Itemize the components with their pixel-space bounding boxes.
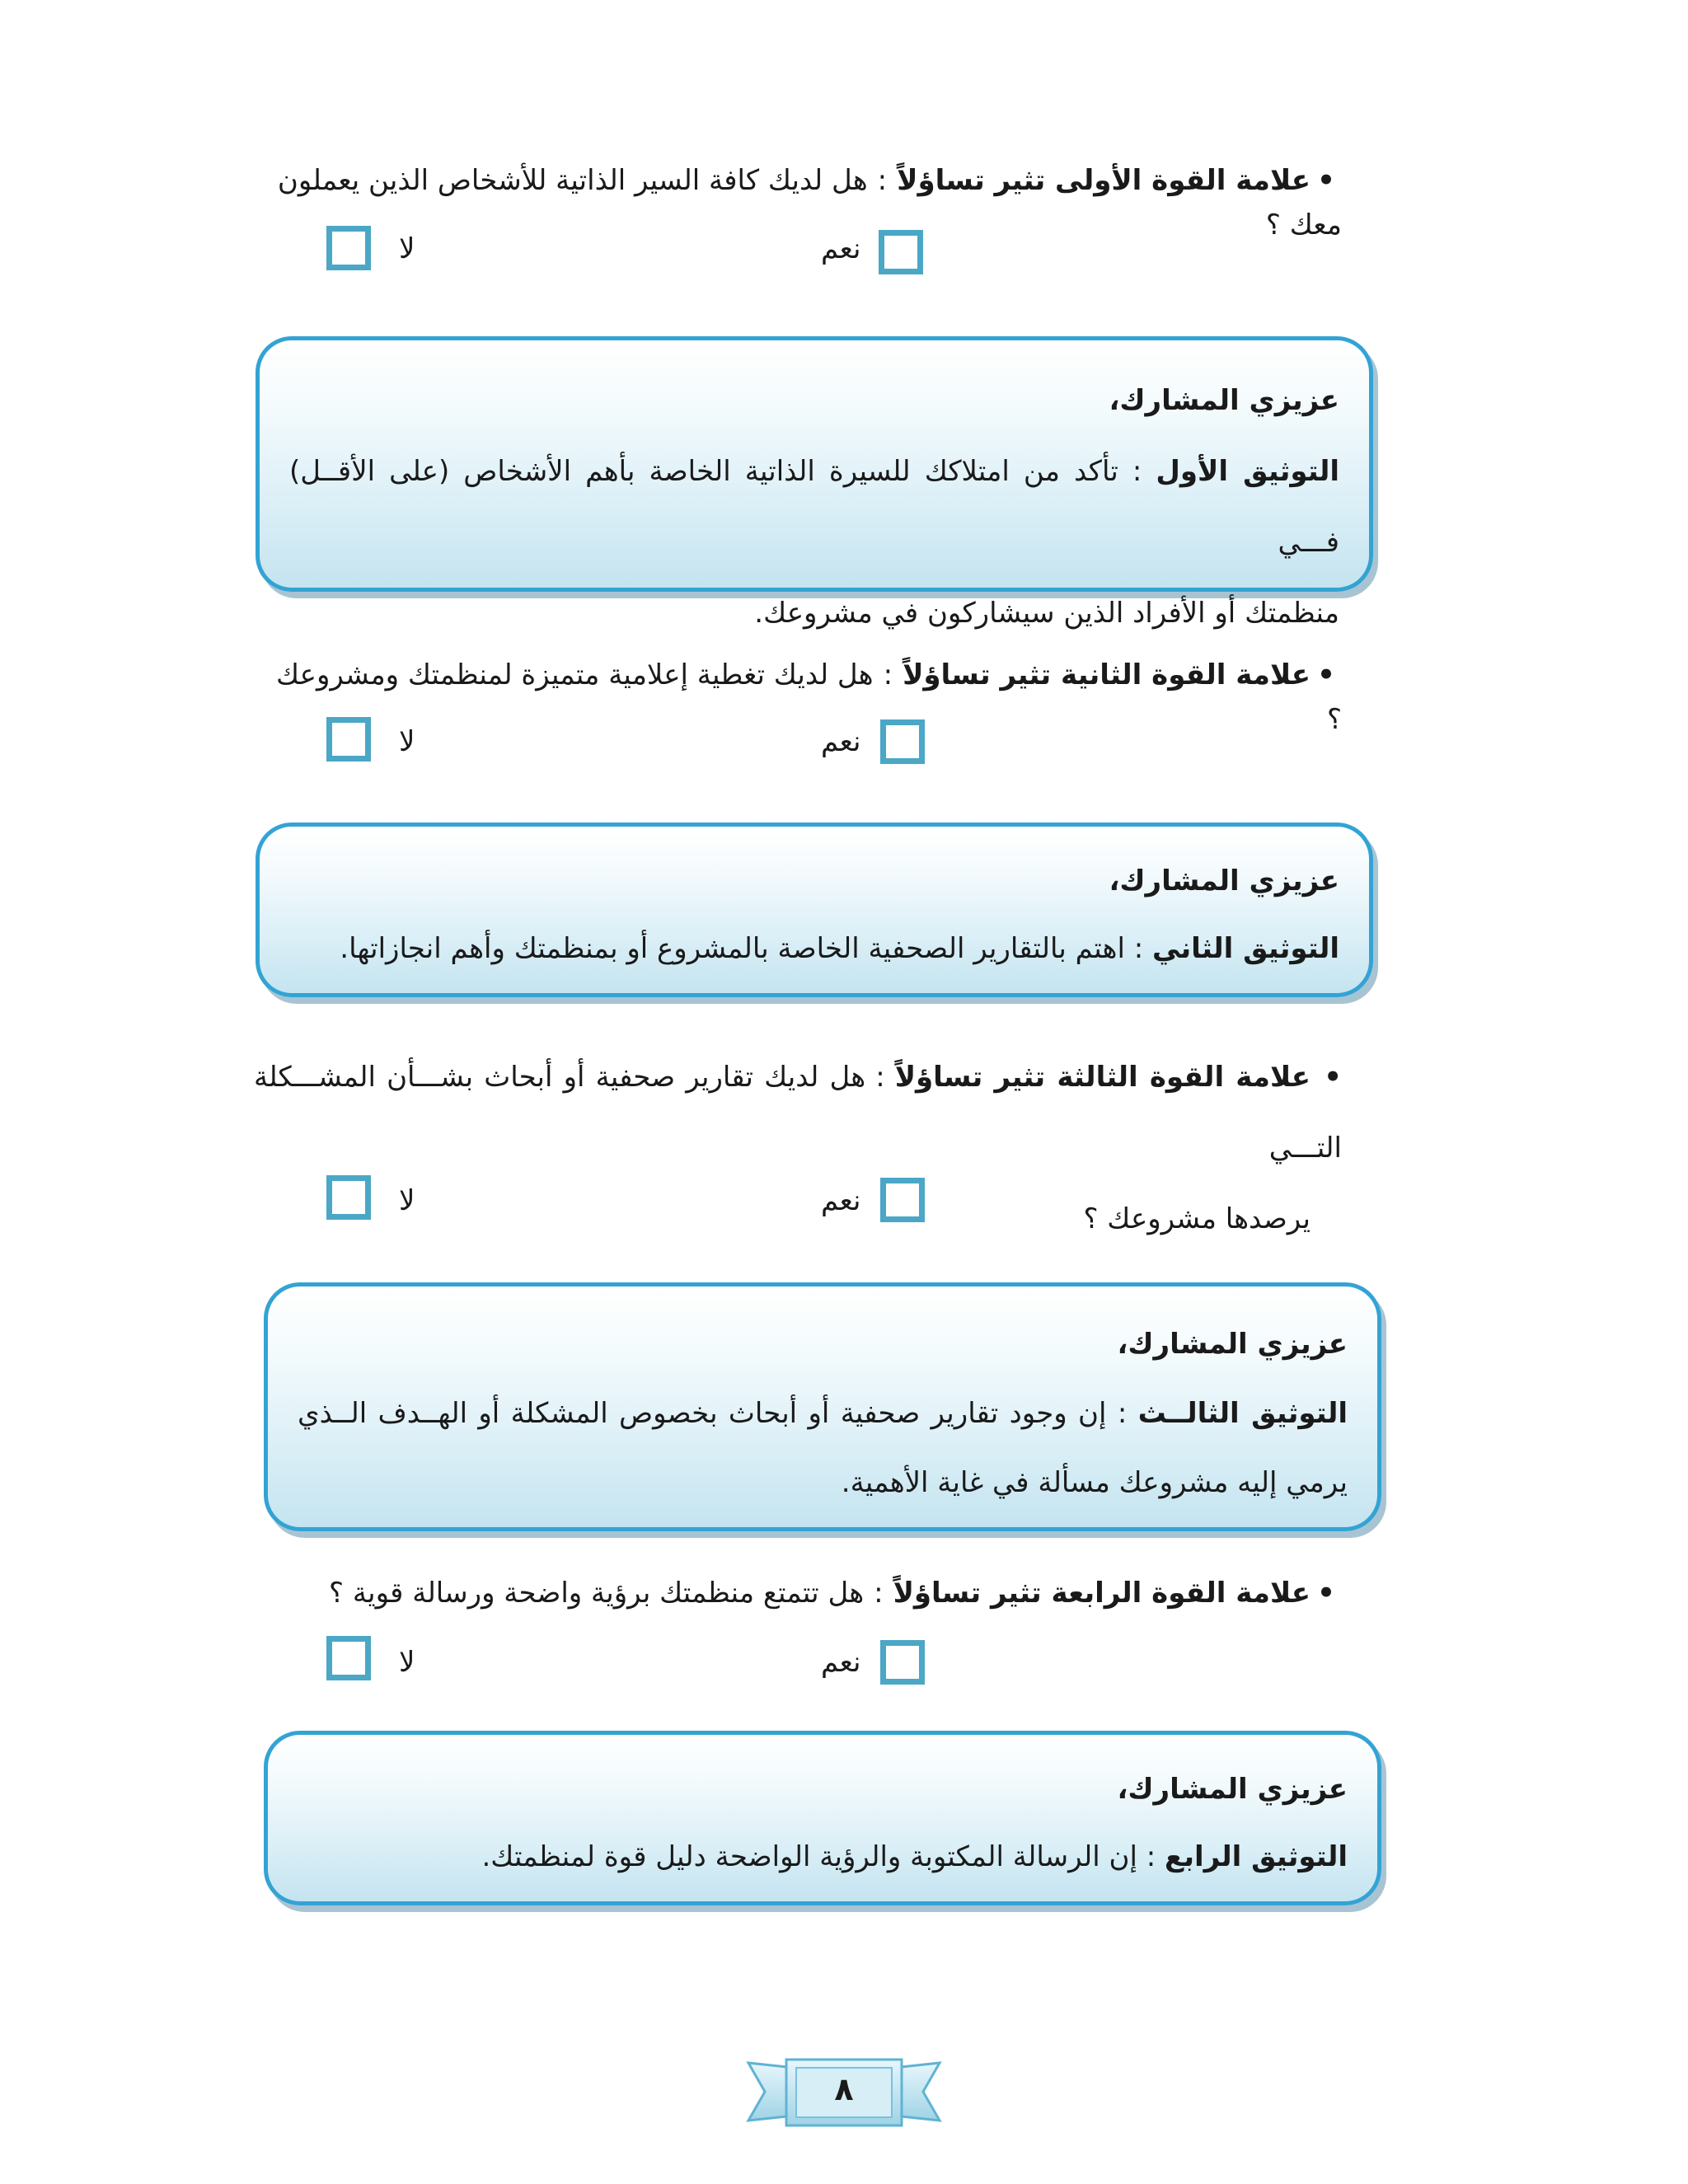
bullet: • — [1317, 164, 1335, 197]
note-label: التوثيق الرابع — [1165, 1840, 1348, 1873]
note-line-1: التوثيق الرابع : إن الرسالة المكتوبة والرؤية الواضحة دليل قوة لمنظمتك. — [481, 1840, 1348, 1873]
no-checkbox-2[interactable] — [326, 717, 371, 762]
separator: : — [875, 1061, 885, 1094]
note-line-1: التوثيق الثاني : اهتم بالتقارير الصحفية الخاصة بالمشروع أو بمنظمتك وأهم انجازاتها. — [340, 932, 1339, 965]
note-line-2: يرمي إليه مشروعك مسألة في غاية الأهمية. — [841, 1466, 1348, 1499]
yes-checkbox-1[interactable] — [879, 230, 923, 274]
no-checkbox-1[interactable] — [326, 226, 371, 270]
question-lead: علامة القوة الثالثة تثير تساؤلاً — [894, 1061, 1311, 1094]
separator: : — [874, 1577, 884, 1610]
question-text: هل لديك كافة السير الذاتية للأشخاص الذين يعملون معك ؟ — [277, 164, 1342, 241]
no-label-4: لا — [399, 1646, 415, 1679]
note-line-1: التوثيق الأول : تأكد من امتلاكك للسيرة الذاتية الخاصة بأهم الأشخاص (على الأقــل) فـــي — [289, 455, 1340, 559]
note-box-3 — [264, 1282, 1381, 1531]
note-greeting: عزيزي المشارك، — [1117, 1773, 1348, 1806]
note-text: إن وجود تقارير صحفية أو أبحاث بخصوص المشكلة أو الهــدف الــذي — [298, 1397, 1107, 1430]
note-text: إن الرسالة المكتوبة والرؤية الواضحة دليل قوة لمنظمتك. — [481, 1840, 1137, 1873]
no-label-1: لا — [399, 232, 415, 265]
separator: : — [877, 164, 888, 197]
note-label: التوثيق الثاني — [1152, 932, 1339, 965]
question-lead: علامة القوة الثانية تثير تساؤلاً — [903, 658, 1311, 691]
bullet: • — [1324, 1061, 1342, 1094]
question-2 — [270, 653, 1342, 742]
question-line-1 — [254, 1042, 1342, 1183]
no-label-3: لا — [399, 1184, 415, 1217]
no-checkbox-3[interactable] — [326, 1175, 371, 1220]
note-box-2 — [256, 823, 1373, 997]
no-checkbox-4[interactable] — [326, 1636, 371, 1680]
question-line-2: يرصدها مشروعك ؟ — [1083, 1202, 1311, 1235]
question-text: هل لديك تغطية إعلامية متميزة لمنظمتك ومشروعك ؟ — [276, 658, 1342, 736]
bullet: • — [1317, 658, 1335, 691]
note-line-1: التوثيق الثالــث : إن وجود تقارير صحفية أو أبحاث بخصوص المشكلة أو الهــدف الــذي — [298, 1397, 1348, 1430]
note-line-2: منظمتك أو الأفراد الذين سيشاركون في مشروعك. — [754, 597, 1339, 630]
question-lead: علامة القوة الرابعة تثير تساؤلاً — [893, 1577, 1311, 1610]
question-4 — [270, 1571, 1342, 1615]
no-label-2: لا — [399, 725, 415, 758]
note-greeting: عزيزي المشارك، — [1109, 384, 1339, 417]
note-greeting: عزيزي المشارك، — [1117, 1328, 1348, 1361]
note-text: اهتم بالتقارير الصحفية الخاصة بالمشروع أو بمنظمتك وأهم انجازاتها. — [340, 932, 1125, 965]
page-number: ٨ — [834, 2071, 854, 2107]
note-label: التوثيق الثالــث — [1137, 1397, 1348, 1430]
yes-label-2: نعم — [821, 725, 861, 758]
question-text: هل تتمتع منظمتك برؤية واضحة ورسالة قوية ؟ — [329, 1577, 865, 1610]
yes-label-4: نعم — [821, 1646, 861, 1679]
note-box-4 — [264, 1731, 1381, 1905]
question-text: هل لديك تقارير صحفية أو أبحاث بشـــأن المشـــكلة التـــي — [254, 1061, 1342, 1165]
question-lead: علامة القوة الأولى تثير تساؤلاً — [897, 164, 1311, 197]
question-1 — [270, 158, 1342, 247]
note-box-1 — [256, 336, 1373, 630]
bullet: • — [1317, 1577, 1335, 1610]
note-label: التوثيق الأول — [1156, 455, 1340, 488]
yes-checkbox-2[interactable] — [880, 719, 925, 764]
yes-checkbox-3[interactable] — [880, 1178, 925, 1222]
note-greeting: عزيزي المشارك، — [1109, 865, 1339, 898]
separator: : — [883, 658, 893, 691]
page-number-ribbon — [778, 2048, 910, 2139]
note-text: تأكد من امتلاكك للسيرة الذاتية الخاصة بأهم الأشخاص (على الأقــل) فـــي — [289, 455, 1339, 559]
yes-checkbox-4[interactable] — [880, 1640, 925, 1685]
yes-label-1: نعم — [821, 232, 861, 265]
yes-label-3: نعم — [821, 1184, 861, 1217]
question-3 — [254, 1042, 1342, 1254]
